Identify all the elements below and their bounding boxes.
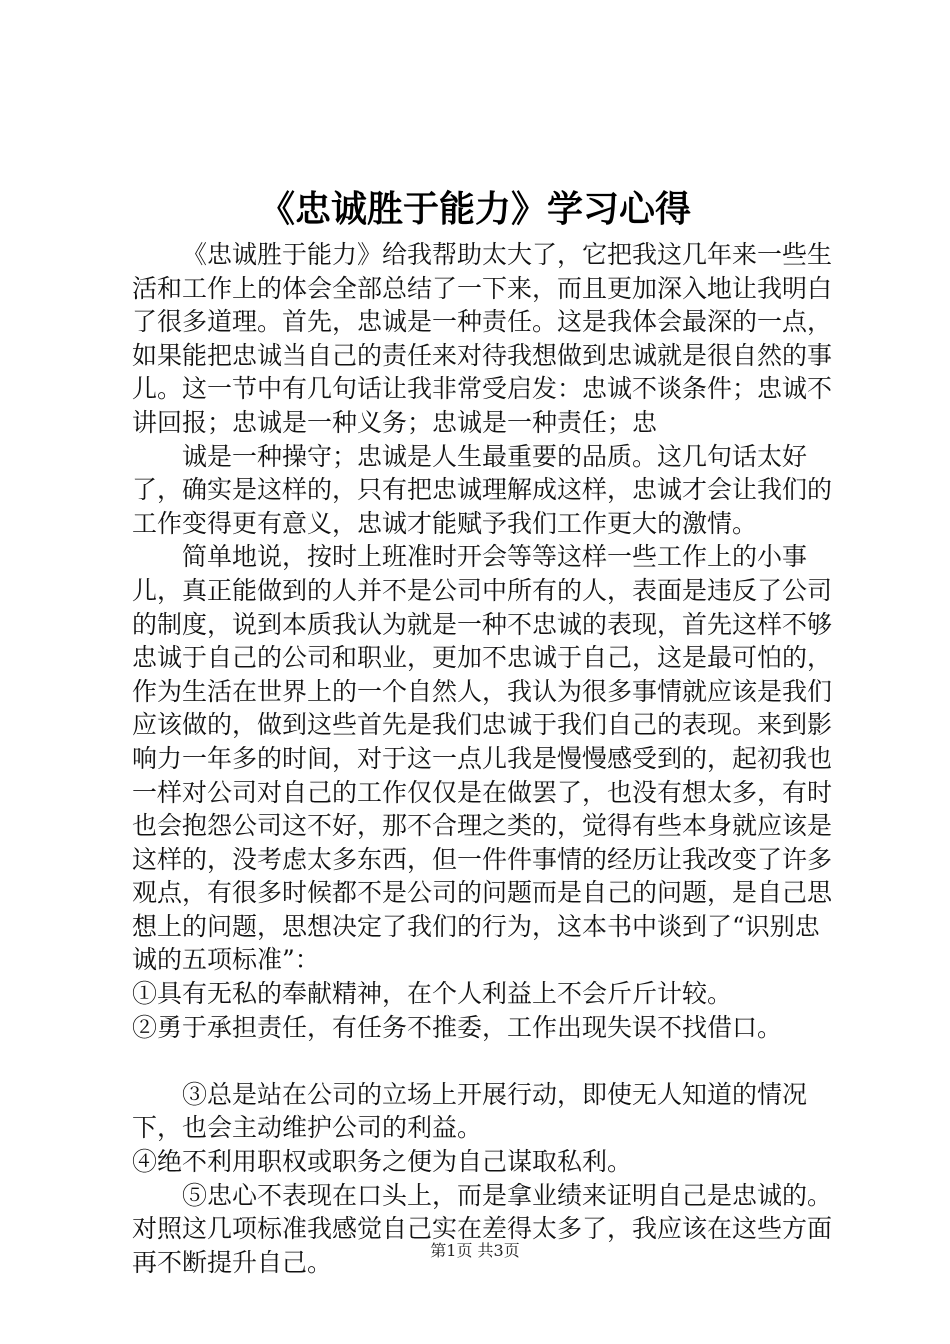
standard-item-1: ①具有无私的奉献精神，在个人利益上不会斤斤计较。 [132,979,733,1009]
standard-item-5: ⑤忠心不表现在口头上，而是拿业绩来证明自己是忠诚的。对照这几项标准我感觉自己实在差得太多了，我应该在这些方面再不断提升自己。 [132,1180,833,1277]
standard-item-3: ③总是站在公司的立场上开展行动，即使无人知道的情况下，也会主动维护公司的利益。 [132,1079,808,1143]
page-footer: 第1页 共3页 [430,1241,520,1260]
document-body [132,238,832,1279]
paragraph-3: 简单地说，按时上班准时开会等等这样一些工作上的小事儿，真正能做到的人并不是公司中所有的人，表面是违反了公司的制度，说到本质我认为就是一种不忠诚的表现，首先这样不够忠诚于自己的公司和职业，更加不忠诚于自己，这是最可怕的，作为生活在世界上的一个自然人，我认为很多事情就应该是我们应该做的，做到这些首先是我们忠诚于我们自己的表现。来到影响力一年多的时间，对于这一点儿我是慢慢感受到的，起初我也一样对公司对自己的工作仅仅是在做罢了，也没有想太多，有时也会抱怨公司这不好，那不合理之类的，觉得有些本身就应该是这样的，没考虑太多东西，但一件件事情的经历让我改变了许多观点，有很多时候都不是公司的问题而是自己的问题，是自己思想上的问题，思想决定了我们的行为，这本书中谈到了“识别忠诚的五项标准”： [132,542,833,975]
document-title: 《忠诚胜于能力》学习心得 [258,189,691,230]
paragraph-2: 诚是一种操守；忠诚是人生最重要的品质。这几句话太好了，确实是这样的，只有把忠诚理解成这样，忠诚才会让我们的工作变得更有意义，忠诚才能赋予我们工作更大的激情。 [132,441,833,538]
standard-item-4: ④绝不利用职权或职务之便为自己谋取私利。 [132,1147,633,1177]
blank-line [132,1044,832,1078]
paragraph-1: 《忠诚胜于能力》给我帮助太大了，它把我这几年来一些生活和工作上的体会全部总结了一下来，而且更加深入地让我明白了很多道理。首先，忠诚是一种责任。这是我体会最深的一点，如果能把忠诚当自己的责任来对待我想做到忠诚就是很自然的事儿。这一节中有几句话让我非常受启发：忠诚不谈条件；忠诚不讲回报；忠诚是一种义务；忠诚是一种责任；忠 [132,240,833,437]
standard-item-2: ②勇于承担责任，有任务不推委，工作出现失误不找借口。 [132,1012,783,1042]
